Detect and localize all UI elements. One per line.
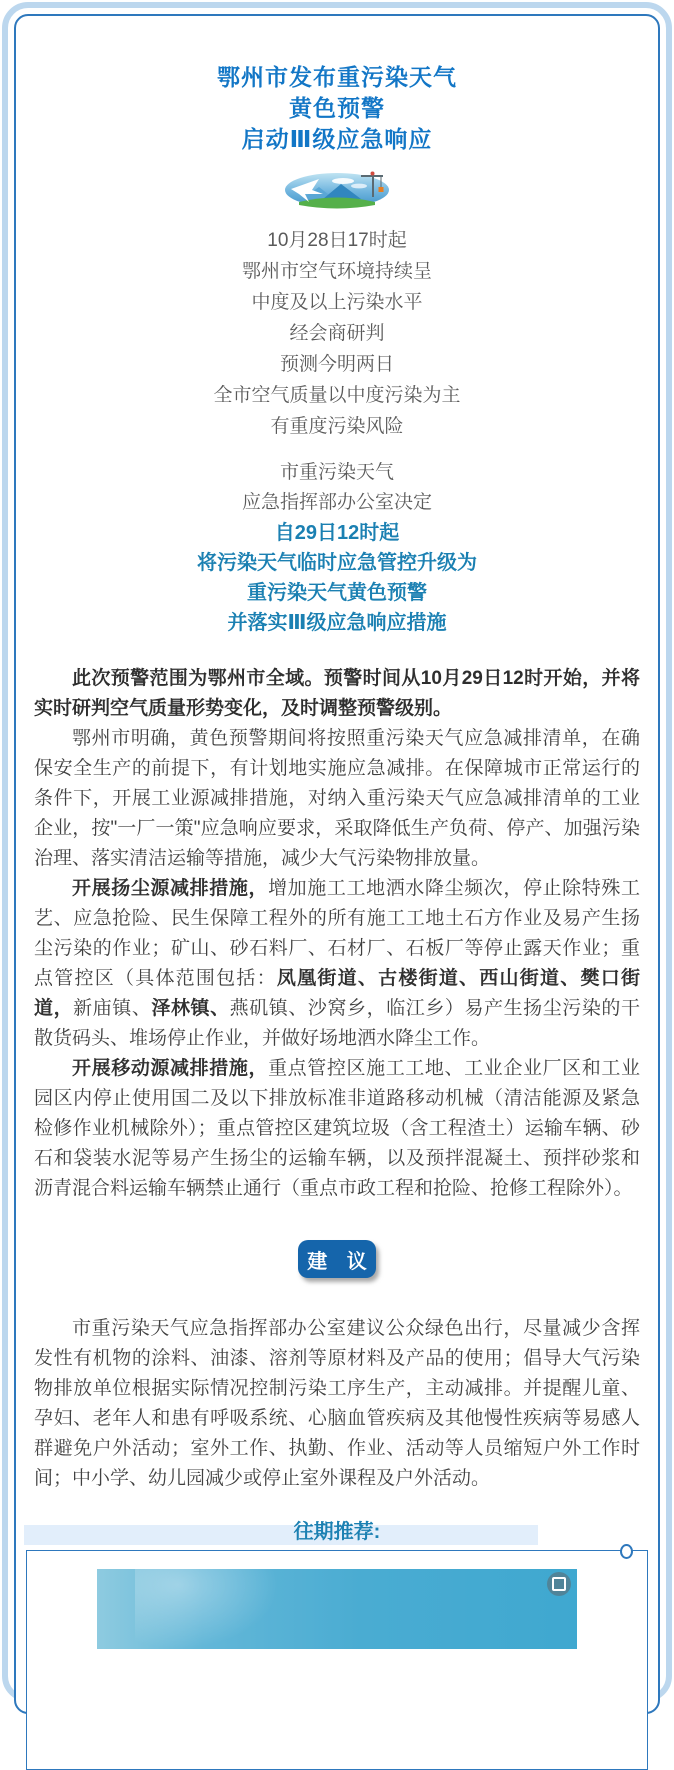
advice-section-badge: 建 议 <box>298 1240 376 1278</box>
intro-line: 经会商研判 <box>289 323 385 344</box>
text-segment: 泽林镇、 <box>151 998 230 1019</box>
page-title-line: 启动Ⅲ级应急响应 <box>241 126 433 152</box>
article-body <box>34 664 640 1204</box>
decision-line: 市重污染天气 <box>279 462 394 483</box>
recommend-card <box>26 1550 648 1770</box>
decision-highlight-line: 自29日12时起 <box>274 522 400 544</box>
article-thumbnail[interactable] <box>97 1569 577 1649</box>
intro-line: 鄂州市空气环境持续呈 <box>241 261 432 282</box>
recommend-header <box>34 1516 640 1548</box>
intro-line: 10月28日17时起 <box>267 230 407 251</box>
paragraph-advice: 市重污染天气应急指挥部办公室建议公众绿色出行，尽量减少含挥发性有机物的涂料、油漆、溶剂等原材料及产品的使用；倡导大气污染物排放单位根据实际情况控制污染工序生产，主动减排。并提醒儿童、孕妇、老年人和患有呼吸系统、心脑血管疾病及其他慢性疾病等易感人群避免户外活动；室外工作、执勤、作业、活动等人员缩短户外工作时间；中小学、幼儿园减少或停止室外课程及户外活动。 <box>34 1318 640 1489</box>
page-title-line: 黄色预警 <box>289 95 385 121</box>
recommend-header-text: 往期推荐: <box>293 1521 381 1543</box>
text-segment: 燕矶镇、沙窝乡，临江乡）易产生扬尘污染的干散货码头、堆场停止作业，并做好场地洒水降尘工作。 <box>34 998 640 1049</box>
text-segment: 凤凰街道、古楼街道、西山街道、樊口街道， <box>34 968 640 1019</box>
decision-highlight-line: 并落实Ⅲ级应急响应措施 <box>227 612 447 634</box>
text-segment: 重点管控区施工工地、工业企业厂区和工业园区内停止使用国二及以下排放标准非道路移动机械（清洁能源及紧急检修作业机械除外）；重点管控区建筑垃圾（含工程渣土）运输车辆、砂石和袋装水泥等易产生扬尘的运输车辆，以及预拌混凝土、预拌砂浆和沥青混合料运输车辆禁止通行（重点市政工程和抢险、抢修工程除外）。 <box>34 1058 640 1199</box>
text-segment: 增加施工工地洒水降尘频次，停止除特殊工艺、应急抢险、民生保障工程外的所有施工工地土石方作业及易产生扬尘污染的作业；矿山、砂石料厂、石材厂、石板厂等停止露天作业；重点管控区（具体范围包括： <box>34 878 640 989</box>
decision-highlight-line: 重污染天气黄色预警 <box>247 582 427 604</box>
text-segment: 新庙镇、 <box>73 998 152 1019</box>
paragraph-mobile <box>34 1054 640 1204</box>
landscape-illustration-icon <box>34 167 640 215</box>
text-segment: 开展移动源减排措施， <box>72 1058 269 1079</box>
intro-line: 中度及以上污染水平 <box>251 292 423 313</box>
page-title-line: 鄂州市发布重污染天气 <box>217 64 457 90</box>
intro-line: 全市空气质量以中度污染为主 <box>213 385 461 406</box>
intro-line: 有重度污染风险 <box>270 416 404 437</box>
text-segment: 开展扬尘源减排措施， <box>72 878 269 899</box>
content-card <box>14 14 660 1714</box>
intro-lines <box>34 225 640 442</box>
decision-highlight-line: 将污染天气临时应急管控升级为 <box>197 552 477 574</box>
corner-ring-icon <box>620 1544 633 1559</box>
expand-image-badge-icon <box>547 1572 571 1596</box>
paragraph-dust <box>34 874 640 1054</box>
paragraph-industry: 鄂州市明确，黄色预警期间将按照重污染天气应急减排清单，在确保安全生产的前提下，有计划地实施应急减排。在保障城市正常运行的条件下，开展工业源减排措施，对纳入重污染天气应急减排清单的工业企业，按"一厂一策"应急响应要求，采取降低生产负荷、停产、加强污染治理、落实清洁运输等措施，减少大气污染物排放量。 <box>34 728 640 869</box>
paragraph-scope: 此次预警范围为鄂州市全域。预警时间从10月29日12时开始，并将实时研判空气质量形势变化，及时调整预警级别。 <box>34 668 640 719</box>
decision-block <box>34 458 640 638</box>
decision-line: 应急指挥部办公室决定 <box>241 492 432 513</box>
page-title <box>34 62 640 155</box>
intro-line: 预测今明两日 <box>279 354 394 375</box>
